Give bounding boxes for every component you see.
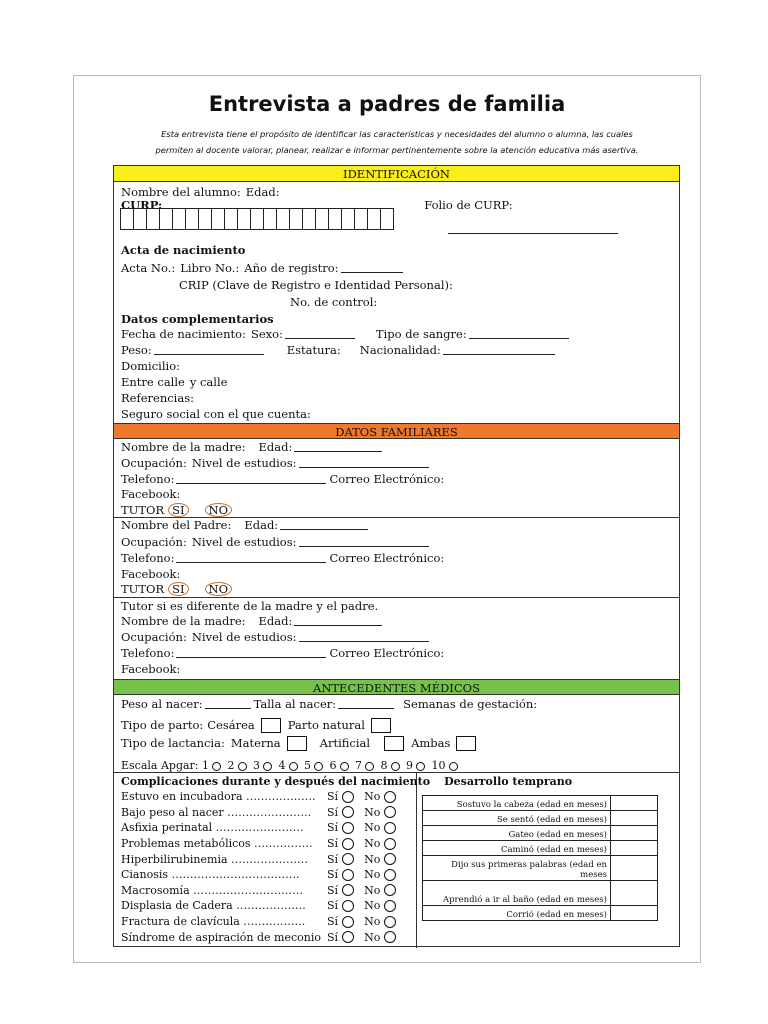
label-estatura: Estatura: <box>286 343 341 357</box>
label-edad-tutor: Edad: <box>258 614 293 628</box>
comp-label: Hiperbilirubinemia ………………… <box>121 852 309 866</box>
comp-label: Displasia de Cadera ………………. <box>121 899 306 913</box>
comp-si-label: Sí <box>327 790 339 804</box>
comp-row <box>121 898 400 914</box>
dev-label: Sostuvo la cabeza (edad en meses) <box>423 796 611 811</box>
label-y-calle: y calle <box>189 375 228 389</box>
dev-value-cell[interactable] <box>611 906 658 921</box>
dev-label: Gateo (edad en meses) <box>423 826 611 841</box>
label-facebook-tutor: Facebook: <box>121 662 181 676</box>
checkbox-materna[interactable] <box>287 736 307 751</box>
label-referencias: Referencias: <box>121 391 194 405</box>
comp-si-radio[interactable] <box>342 853 354 865</box>
intro-text: Esta entrevista tiene el propósito de identificar las características y necesidades del alumno o alumna, las cuales permiten al docente valorar, planear, realizar e informar pertinentemente sobre la atención educativa más asertiva. <box>155 129 639 155</box>
comp-si-radio[interactable] <box>342 931 354 943</box>
dev-label: Dijo sus primeras palabras (edad en meses <box>423 856 611 881</box>
apgar-8-radio[interactable] <box>391 762 400 771</box>
label-domicilio: Domicilio: <box>121 359 180 373</box>
label-ocupacion-madre: Ocupación: <box>121 456 187 470</box>
dev-value-cell[interactable] <box>611 856 658 881</box>
section-familiares: DATOS FAMILIARES <box>114 423 679 439</box>
label-datos-comp: Datos complementarios <box>121 312 274 326</box>
dev-value-cell[interactable] <box>611 796 658 811</box>
row-tutor-diferente <box>121 598 673 613</box>
label-peso-nacer: Peso al nacer: <box>121 697 203 711</box>
apgar-1-radio[interactable] <box>212 762 221 771</box>
comp-si-label: Sí <box>327 837 339 851</box>
comp-no-label: No <box>364 805 381 819</box>
label-folio-curp: Folio de CURP: <box>424 198 513 212</box>
label-tipo-sangre: Tipo de sangre: <box>375 327 467 341</box>
label-libro-no: Libro No.: <box>180 261 240 275</box>
checkbox-ambas[interactable] <box>456 736 476 751</box>
row-comp-heading <box>121 773 673 788</box>
comp-no-label: No <box>364 883 381 897</box>
apgar-7-radio[interactable] <box>365 762 374 771</box>
label-ambas: Ambas <box>411 736 451 750</box>
apgar-5-radio[interactable] <box>314 762 323 771</box>
label-peso: Peso: <box>121 343 152 357</box>
comp-no-label: No <box>364 790 381 804</box>
form-frame <box>113 165 680 947</box>
label-anio-registro: Año de registro: <box>244 261 339 275</box>
label-tutor-padre: TUTOR <box>121 582 165 596</box>
comp-no-radio[interactable] <box>384 853 396 865</box>
label-nombre-padre: Nombre del Padre: <box>121 518 232 532</box>
comp-no-radio[interactable] <box>384 806 396 818</box>
label-entre-calle: Entre calle <box>121 375 185 389</box>
comp-si-radio[interactable] <box>342 869 354 881</box>
apgar-scale <box>121 759 461 772</box>
field-peso[interactable] <box>154 354 264 355</box>
row-peso <box>121 342 673 357</box>
apgar-10-radio[interactable] <box>449 762 458 771</box>
comp-row <box>121 914 400 930</box>
dev-row <box>423 841 658 856</box>
comp-si-radio[interactable] <box>342 884 354 896</box>
field-edad-tutor[interactable] <box>294 625 382 626</box>
comp-row <box>121 805 400 821</box>
label-edad-padre: Edad: <box>244 518 279 532</box>
comp-si-label: Sí <box>327 805 339 819</box>
dev-row <box>423 796 658 811</box>
comp-label: Bajo peso al nacer ………………….. <box>121 805 312 819</box>
comp-no-radio[interactable] <box>384 884 396 896</box>
row-madre-ocupacion <box>121 455 673 470</box>
label-materna: Materna <box>230 736 281 750</box>
row-padre-ocupacion <box>121 534 673 549</box>
curp-boxes[interactable] <box>121 208 394 230</box>
field-nivel-padre[interactable] <box>299 546 429 547</box>
row-madre-facebook <box>121 486 673 501</box>
label-correo-padre: Correo Electrónico: <box>329 551 445 565</box>
label-acta: Acta de nacimiento <box>121 243 246 257</box>
apgar-8-label: 8 <box>380 759 388 772</box>
dev-value-cell[interactable] <box>611 881 658 906</box>
tutor-madre-si[interactable]: SI <box>168 503 188 517</box>
label-no-control: No. de control: <box>290 295 378 309</box>
comp-si-label: Sí <box>327 915 339 929</box>
comp-si-label: Sí <box>327 930 339 944</box>
apgar-5-label: 5 <box>304 759 312 772</box>
comp-no-label: No <box>364 930 381 944</box>
label-correo-tutor: Correo Electrónico: <box>329 646 445 660</box>
apgar-1-label: 1 <box>202 759 210 772</box>
section-identificacion: IDENTIFICACIÓN <box>114 166 679 182</box>
tutor-madre-no[interactable]: NO <box>205 503 233 517</box>
comp-row <box>121 789 400 805</box>
label-seguro: Seguro social con el que cuenta: <box>121 407 311 421</box>
comp-si-radio[interactable] <box>342 900 354 912</box>
comp-row <box>121 836 400 852</box>
section-medicos: ANTECEDENTES MÉDICOS <box>114 679 679 695</box>
label-desarrollo: Desarrollo temprano <box>444 775 573 788</box>
apgar-4-radio[interactable] <box>289 762 298 771</box>
row-acta-heading <box>121 242 673 257</box>
comp-row <box>121 820 400 836</box>
label-nombre-alumno: Nombre del alumno: <box>121 185 241 199</box>
label-semanas: Semanas de gestación: <box>403 697 538 711</box>
label-sexo: Sexo: <box>250 327 283 341</box>
field-peso-nacer[interactable] <box>205 708 251 709</box>
row-referencias <box>121 390 673 405</box>
field-sexo[interactable] <box>285 338 355 339</box>
field-telefono-madre[interactable] <box>176 483 326 484</box>
label-nivel-padre: Nivel de estudios: <box>191 535 297 549</box>
row-tipo-lactancia <box>121 734 673 752</box>
label-fecha-nac: Fecha de nacimiento: <box>121 327 246 341</box>
apgar-6-radio[interactable] <box>340 762 349 771</box>
label-tutor-diferente: Tutor si es diferente de la madre y el padre. <box>121 599 379 613</box>
comp-label: Síndrome de aspiración de meconio <box>121 930 322 944</box>
label-talla-nacer: Talla al nacer: <box>253 697 337 711</box>
label-acta-no: Acta No.: <box>121 261 176 275</box>
comp-no-label: No <box>364 868 381 882</box>
dev-value-cell[interactable] <box>611 811 658 826</box>
label-complicaciones: Complicaciones durante y después del nacimiento <box>121 775 431 788</box>
field-talla-nacer[interactable] <box>338 708 394 709</box>
row-tutor-nombre <box>121 613 673 628</box>
label-telefono-padre: Telefono: <box>121 551 175 565</box>
label-nivel-tutor: Nivel de estudios: <box>191 630 297 644</box>
tutor-padre-si[interactable]: SI <box>168 582 188 596</box>
tutor-padre-no[interactable]: NO <box>205 582 233 596</box>
divider-vertical <box>416 772 417 948</box>
field-nacionalidad[interactable] <box>443 354 555 355</box>
label-artificial: Artificial <box>319 736 371 750</box>
comp-no-radio[interactable] <box>384 838 396 850</box>
comp-row <box>121 883 400 899</box>
label-telefono-madre: Telefono: <box>121 472 175 486</box>
checkbox-parto-natural[interactable] <box>371 718 391 733</box>
label-edad: Edad: <box>245 185 280 199</box>
row-tipo-parto <box>121 716 673 734</box>
comp-no-radio[interactable] <box>384 916 396 928</box>
comp-no-label: No <box>364 837 381 851</box>
apgar-3-label: 3 <box>253 759 261 772</box>
apgar-2-label: 2 <box>227 759 235 772</box>
row-domicilio <box>121 358 673 373</box>
comp-label: Cianosis …………………………….. <box>121 868 300 882</box>
row-madre-telefono <box>121 471 673 486</box>
comp-si-label: Sí <box>327 868 339 882</box>
comp-si-label: Sí <box>327 883 339 897</box>
checkbox-cesarea[interactable] <box>261 718 281 733</box>
row-padre-telefono <box>121 550 673 565</box>
comp-row <box>121 867 400 883</box>
dev-label: Corrió (edad en meses) <box>423 906 611 921</box>
field-nivel-tutor[interactable] <box>299 641 429 642</box>
comp-row <box>121 851 400 867</box>
apgar-10-label: 10 <box>431 759 446 772</box>
apgar-7-label: 7 <box>355 759 363 772</box>
label-tipo-parto: Tipo de parto: <box>121 718 204 732</box>
label-crip: CRIP (Clave de Registro e Identidad Personal): <box>179 278 453 292</box>
label-correo-madre: Correo Electrónico: <box>329 472 445 486</box>
comp-si-label: Sí <box>327 852 339 866</box>
comp-no-label: No <box>364 915 381 929</box>
row-seguro <box>121 406 673 421</box>
apgar-9-label: 9 <box>406 759 414 772</box>
row-madre-tutor <box>121 502 673 517</box>
row-madre <box>121 439 673 454</box>
field-telefono-padre[interactable] <box>176 562 326 563</box>
dev-label: Caminó (edad en meses) <box>423 841 611 856</box>
dev-row <box>423 811 658 826</box>
comp-no-label: No <box>364 852 381 866</box>
label-nombre-madre: Nombre de la madre: <box>121 440 246 454</box>
row-padre-tutor <box>121 581 673 596</box>
apgar-4-label: 4 <box>278 759 286 772</box>
field-edad-padre[interactable] <box>280 529 368 530</box>
label-edad-madre: Edad: <box>258 440 293 454</box>
comp-no-radio[interactable] <box>384 822 396 834</box>
label-ocupacion-tutor: Ocupación: <box>121 630 187 644</box>
page-title: Entrevista a padres de familia <box>208 92 566 116</box>
label-nivel-madre: Nivel de estudios: <box>191 456 297 470</box>
dev-row <box>423 906 658 921</box>
comp-no-label: No <box>364 899 381 913</box>
row-padre-facebook <box>121 566 673 581</box>
label-nacionalidad: Nacionalidad: <box>359 343 441 357</box>
row-tutor-ocupacion <box>121 629 673 644</box>
label-tipo-lactancia: Tipo de lactancia: <box>121 736 225 750</box>
comp-no-radio[interactable] <box>384 791 396 803</box>
comp-si-radio[interactable] <box>342 806 354 818</box>
comp-label: Problemas metabólicos ……………. <box>121 837 313 851</box>
comp-si-radio[interactable] <box>342 838 354 850</box>
field-anio-registro[interactable] <box>341 272 403 273</box>
row-fecha <box>121 326 673 341</box>
row-acta <box>121 260 673 275</box>
comp-row <box>121 929 400 945</box>
dev-label: Aprendió a ir al baño (edad en meses) <box>423 881 611 906</box>
field-edad-madre[interactable] <box>294 451 382 452</box>
label-telefono-tutor: Telefono: <box>121 646 175 660</box>
row-peso-nacer <box>121 696 673 711</box>
label-cesarea: Cesárea <box>207 718 255 732</box>
document-page <box>73 75 701 963</box>
field-tipo-sangre[interactable] <box>469 338 569 339</box>
dev-label: Se sentó (edad en meses) <box>423 811 611 826</box>
label-tutor-madre: TUTOR <box>121 503 165 517</box>
comp-label: Macrosomía ………………………… <box>121 883 304 897</box>
dev-row <box>423 856 658 881</box>
checkbox-artificial[interactable] <box>384 736 404 751</box>
row-datos-comp <box>121 311 673 326</box>
apgar-6-label: 6 <box>329 759 337 772</box>
label-parto-natural: Parto natural <box>287 718 365 732</box>
development-table <box>422 795 658 921</box>
row-no-control <box>290 294 561 309</box>
field-nivel-madre[interactable] <box>299 467 429 468</box>
comp-si-radio[interactable] <box>342 822 354 834</box>
comp-label: Estuvo en incubadora ………………. <box>121 790 316 804</box>
row-tutor-facebook <box>121 661 673 676</box>
comp-si-radio[interactable] <box>342 916 354 928</box>
dev-value-cell[interactable] <box>611 826 658 841</box>
dev-row <box>423 881 658 906</box>
apgar-2-radio[interactable] <box>238 762 247 771</box>
label-facebook-padre: Facebook: <box>121 567 181 581</box>
label-curp: CURP: <box>121 198 163 212</box>
row-crip <box>179 277 627 292</box>
comp-no-label: No <box>364 821 381 835</box>
dev-row <box>423 826 658 841</box>
label-facebook-madre: Facebook: <box>121 487 181 501</box>
apgar-3-radio[interactable] <box>263 762 272 771</box>
comp-si-label: Sí <box>327 821 339 835</box>
row-entre-calle <box>121 374 673 389</box>
row-tutor-telefono <box>121 645 673 660</box>
label-apgar: Escala Apgar: <box>121 759 199 772</box>
label-nombre-tutor: Nombre de la madre: <box>121 614 246 628</box>
comp-no-radio[interactable] <box>384 869 396 881</box>
comp-label: Asfixia perinatal …………………… <box>121 821 304 835</box>
apgar-9-radio[interactable] <box>416 762 425 771</box>
comp-si-radio[interactable] <box>342 791 354 803</box>
comp-si-label: Sí <box>327 899 339 913</box>
label-ocupacion-padre: Ocupación: <box>121 535 187 549</box>
dev-value-cell[interactable] <box>611 841 658 856</box>
field-telefono-tutor[interactable] <box>176 657 326 658</box>
field-folio-curp[interactable] <box>448 233 618 234</box>
row-padre <box>121 517 673 532</box>
comp-label: Fractura de clavícula …………….. <box>121 915 306 929</box>
comp-no-radio[interactable] <box>384 900 396 912</box>
comp-no-radio[interactable] <box>384 931 396 943</box>
